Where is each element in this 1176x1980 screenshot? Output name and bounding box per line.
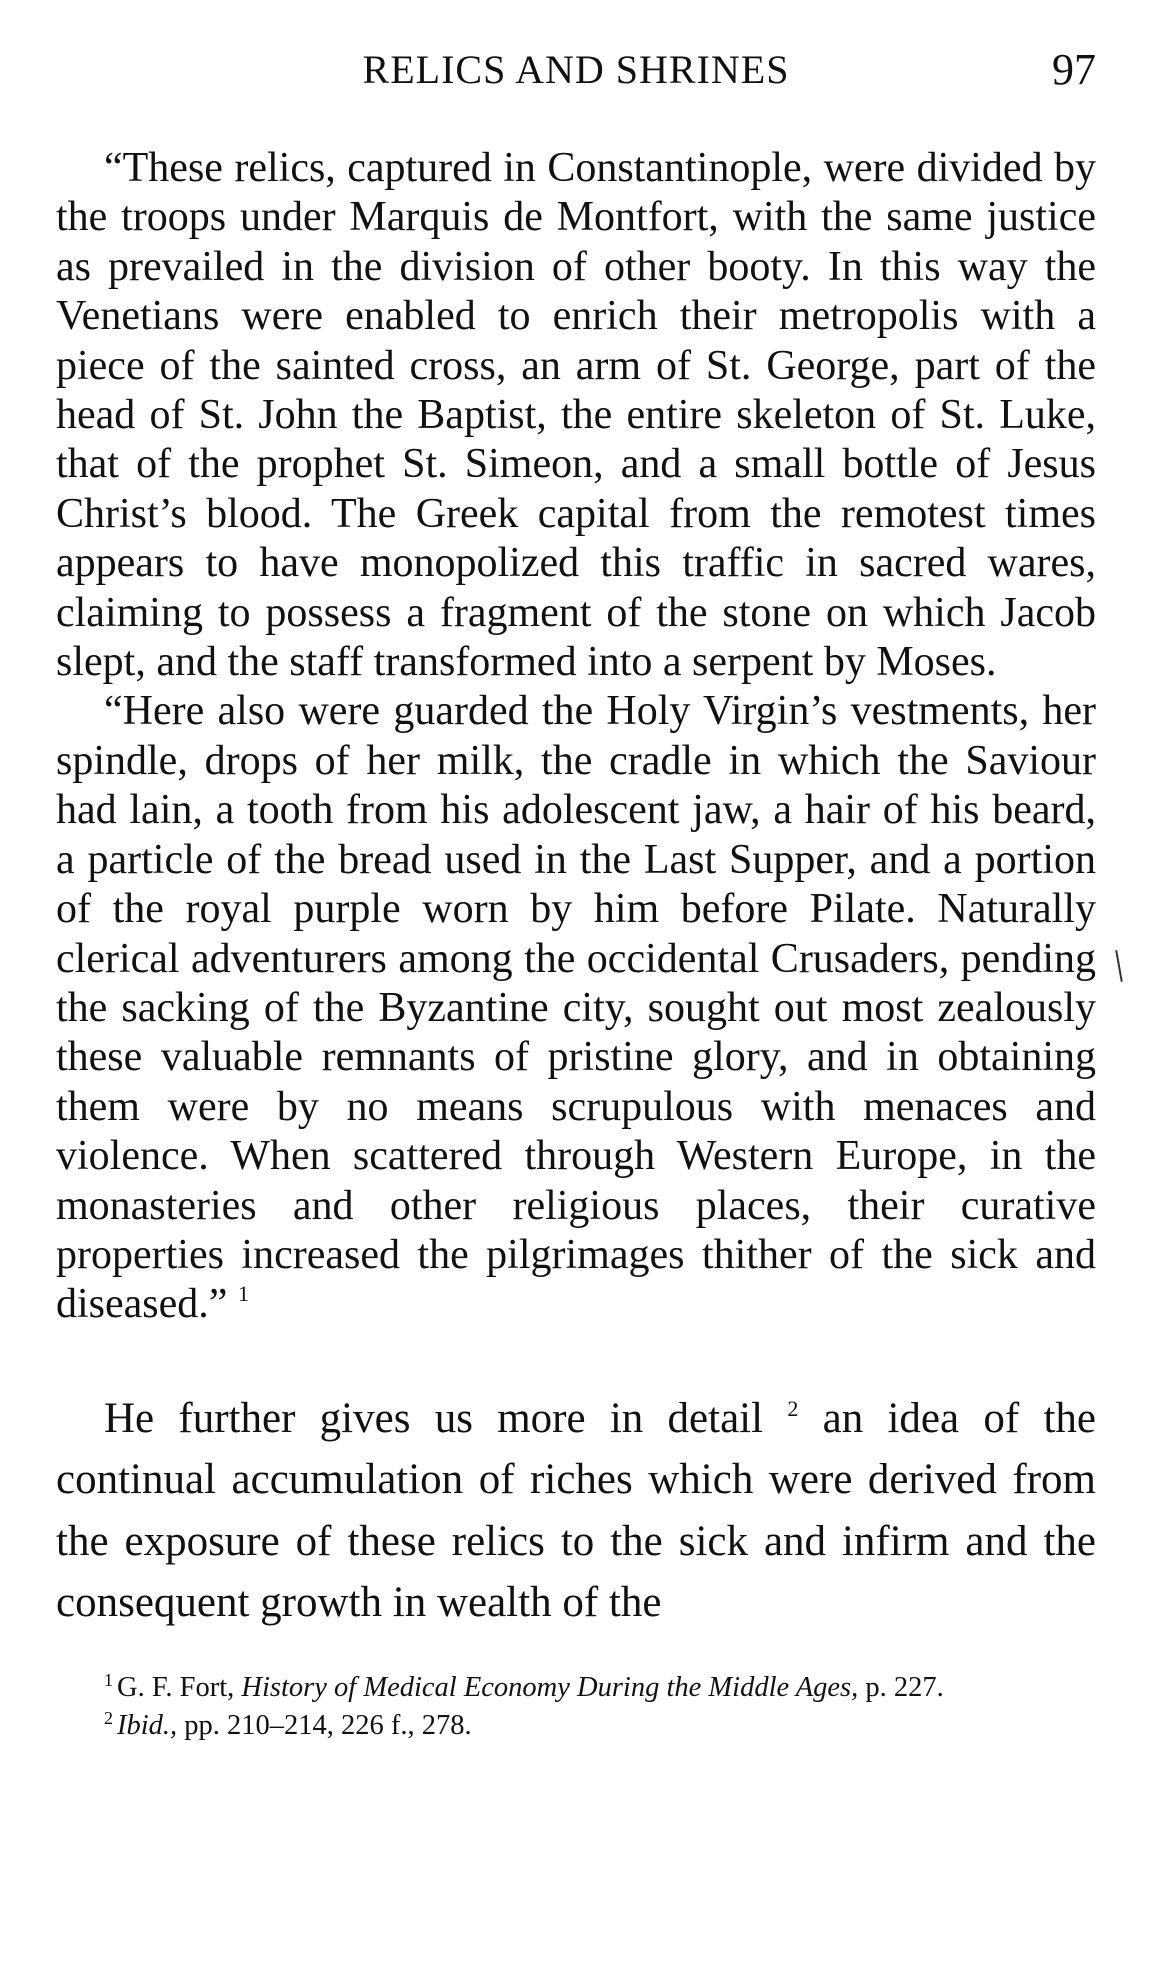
footnote-marker-2: 2 bbox=[104, 1708, 113, 1729]
footnote-reference-1: 1 bbox=[237, 1281, 249, 1307]
footnote-marker-1: 1 bbox=[104, 1669, 113, 1690]
quote-paragraph-1: “These relics, captured in Constantinople, were divided by the troops under Marquis de Montfort, with the same justice as prevailed in the division of other booty. In this way the Venetians were enabled to enrich their metropolis with a piece of the sainted cross, an arm of St. George, part of the head of St. John the Baptist, the entire skeleton of St. Luke, that of the prophet St. Simeon, and a small bottle of Jesus Christ’s blood. The Greek capital from the remotest times appears to have monopolized this traffic in sacred wares, claiming to possess a fragment of the stone on which Jacob slept, and the staff transformed into a serpent by Moses. bbox=[56, 145, 1096, 686]
block-quote bbox=[56, 144, 1096, 1330]
footnote-1-title: History of Medical Economy During the Middle Ages, bbox=[241, 1671, 859, 1703]
footnote-1 bbox=[56, 1670, 1096, 1709]
body-text-after-ref: an idea of the continual accumulation of riches which were derived from the exposure of these relics to the sick and infirm and the consequent growth in wealth of the bbox=[56, 1394, 1096, 1627]
body-paragraph bbox=[56, 1388, 1096, 1634]
margin-mark bbox=[1115, 950, 1123, 982]
quote-paragraph-2 bbox=[56, 687, 1096, 1329]
quote-paragraph-2-text: “Here also were guarded the Holy Virgin’s vestments, her spindle, drops of her milk, the cradle in which the Saviour had lain, a tooth from his adolescent jaw, a hair of his beard, a particle of the bread used in the Last Supper, and a portion of the royal purple worn by him before Pilate. Naturally clerical adventurers among the occidental Crusaders, pending the sacking of the Byzantine city, sought out most zealously these valuable remnants of pristine glory, and in obtaining them were by no means scrupulous with menaces and violence. When scattered through Western Europe, in the monasteries and other religious places, their curative properties increased the pilgrimages thither of the sick and diseased.” bbox=[56, 688, 1096, 1328]
book-page bbox=[56, 40, 1096, 1940]
body-text bbox=[56, 1388, 1096, 1634]
running-title: RELICS AND SHRINES bbox=[362, 47, 790, 92]
footnote-1-prefix: G. F. Fort, bbox=[117, 1671, 242, 1703]
footnote-2 bbox=[56, 1708, 1096, 1747]
footnote-2-title: Ibid., bbox=[117, 1710, 178, 1742]
running-head bbox=[56, 40, 1096, 100]
footnotes bbox=[56, 1670, 1096, 1747]
footnote-2-suffix: pp. 210–214, 226 f., 278. bbox=[177, 1710, 472, 1742]
body-text-before-ref: He further gives us more in detail bbox=[104, 1394, 764, 1442]
footnote-reference-2: 2 bbox=[787, 1395, 799, 1421]
footnote-1-suffix: p. 227. bbox=[858, 1671, 944, 1703]
page-number: 97 bbox=[1052, 45, 1096, 94]
